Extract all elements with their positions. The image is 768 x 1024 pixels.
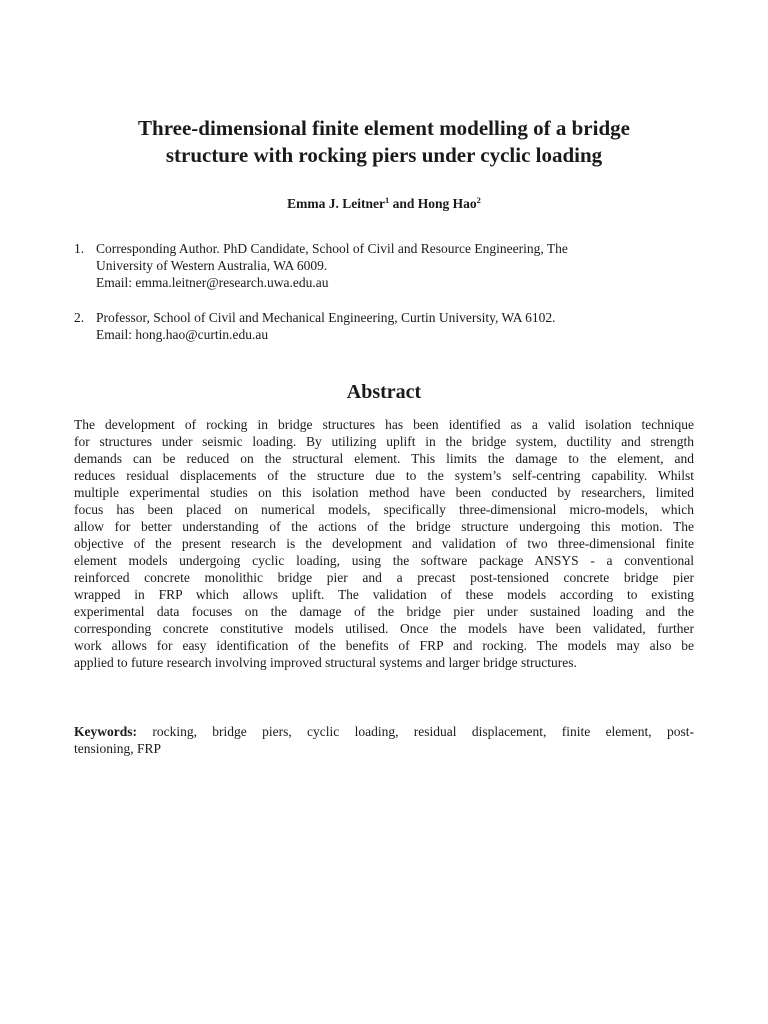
keywords-text: rocking, bridge piers, cyclic loading, residual displacement, finite element, post-	[137, 724, 694, 739]
abstract-line: reduces residual displacements of the structure due to the system’s self-centring capability. Whilst	[74, 468, 694, 483]
abstract-line: allow for better understanding of the actions of the bridge structure undergoing this motion. The	[74, 519, 694, 534]
abstract-line: work allows for easy identification of the benefits of FRP and rocking. The models may also be	[74, 638, 694, 653]
title-line: Three-dimensional finite element modelling of a bridge	[138, 116, 630, 140]
paper-title	[74, 115, 694, 169]
author-affiliation-mark: 2	[476, 195, 481, 205]
author-joiner: and	[389, 196, 418, 211]
keywords-label: Keywords:	[74, 724, 137, 739]
keywords-line: tensioning, FRP	[74, 741, 162, 756]
affiliation-line: University of Western Australia, WA 6009.	[96, 258, 328, 273]
abstract-line: corresponding concrete constitutive models utilised. Once the models have been validated, further	[74, 621, 694, 636]
affiliation-line: Corresponding Author. PhD Candidate, School of Civil and Resource Engineering, The	[96, 241, 568, 256]
abstract-line: focus has been placed on numerical models, specifically three-dimensional micro-models, which	[74, 502, 694, 517]
author-affiliation-mark: 1	[384, 195, 390, 205]
abstract-line: wrapped in FRP which allows uplift. The validation of these models according to existing	[74, 587, 694, 602]
abstract-line: reinforced concrete monolithic bridge pier and a precast post-tensioned concrete bridge pier	[74, 570, 694, 585]
affiliation-number: 1.	[74, 241, 85, 256]
abstract-line: objective of the present research is the development and validation of two three-dimensional finite	[74, 536, 694, 551]
abstract-line: The development of rocking in bridge structures has been identified as a valid isolation technique	[74, 417, 694, 432]
abstract-line: experimental data focuses on the damage of the bridge pier under sustained loading and the	[74, 604, 694, 619]
abstract-heading: Abstract	[346, 381, 422, 403]
affiliation-email: Email: hong.hao@curtin.edu.au	[96, 327, 269, 342]
abstract-line: element models undergoing cyclic loading, using the software package ANSYS - a conventional	[74, 553, 694, 568]
title-line: structure with rocking piers under cyclic loading	[165, 143, 603, 167]
author-list	[0, 195, 768, 213]
affiliation-line: Professor, School of Civil and Mechanical Engineering, Curtin University, WA 6102.	[96, 310, 556, 325]
affiliation-item	[74, 309, 694, 343]
author-name: Hong Hao	[417, 196, 477, 211]
affiliation-list	[74, 240, 694, 343]
affiliation-number: 2.	[74, 310, 85, 325]
affiliation-email: Email: emma.leitner@research.uwa.edu.au	[96, 275, 329, 290]
abstract-line: applied to future research involving improved structural systems and larger bridge structures.	[74, 655, 577, 670]
keywords-line	[74, 723, 694, 740]
keywords-section	[74, 723, 694, 757]
affiliation-item	[74, 240, 694, 291]
abstract-body	[74, 416, 694, 671]
abstract-line: multiple experimental studies on this isolation method have been conducted by researchers, limited	[74, 485, 694, 500]
author-name: Emma J. Leitner	[287, 196, 385, 211]
abstract-line: demands can be reduced on the structural element. This limits the damage to the element, and	[74, 451, 694, 466]
abstract-line: for structures under seismic loading. By utilizing uplift in the bridge system, ductility and strength	[74, 434, 694, 449]
